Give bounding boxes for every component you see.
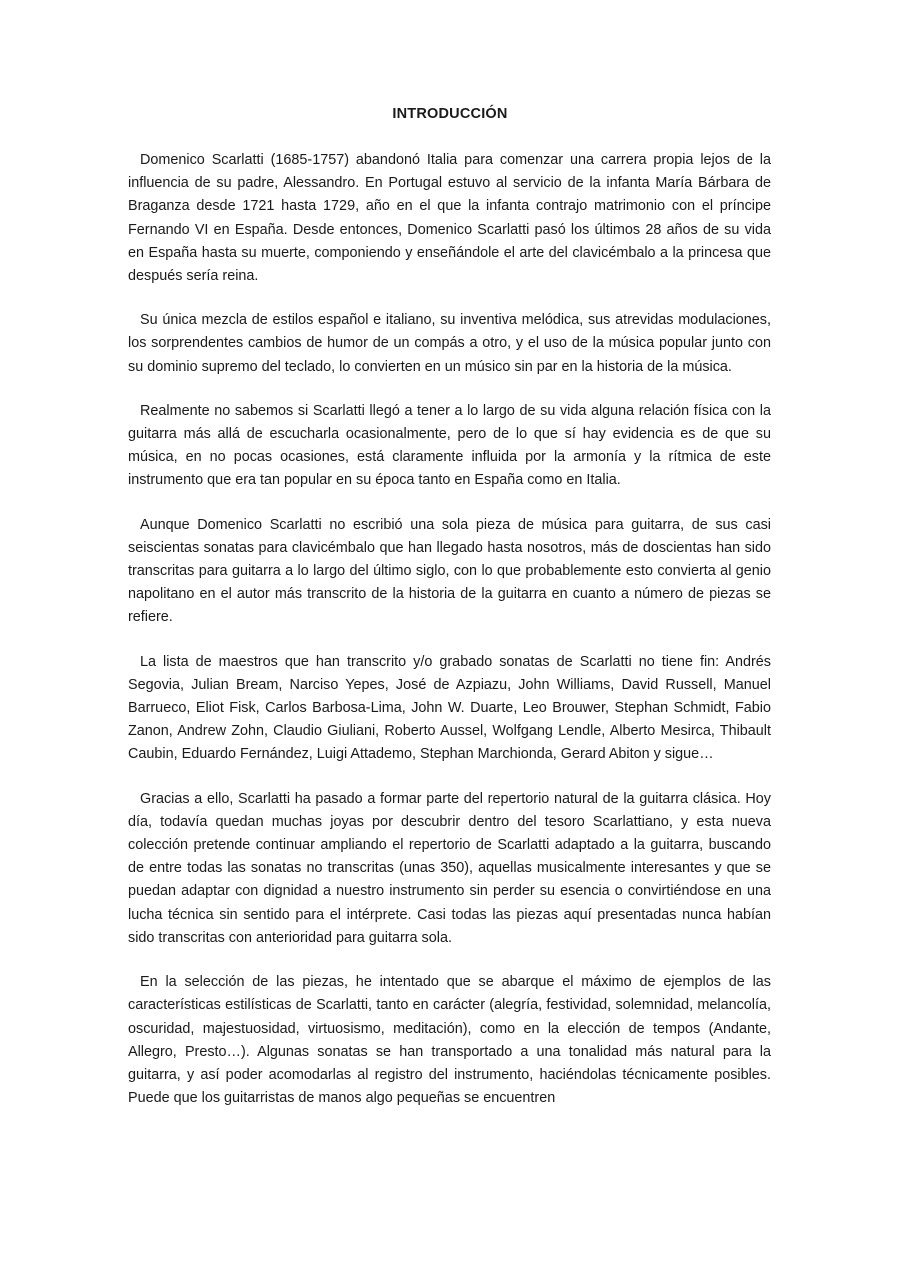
paragraph-1: Domenico Scarlatti (1685-1757) abandonó Italia para comenzar una carrera propia lejos de la influencia de su padre, Alessandro. En Portugal estuvo al servicio de la infanta María Bárbara de Braganza desde 1721 hasta 1729, año en el que la infanta contrajo matrimonio con el príncipe Fernando VI en España. Desde entonces, Domenico Scarlatti pasó los últimos 28 años de su vida en España hasta su muerte, componiendo y enseñándole el arte del clavicémbalo a la princesa que después sería reina. xyxy=(128,152,771,285)
paragraph-4: Aunque Domenico Scarlatti no escribió una sola pieza de música para guitarra, de sus casi seiscientas sonatas para clavicémbalo que han llegado hasta nosotros, más de doscientas han sido transcritas para guitarra a lo largo del último siglo, con lo que probablemente esto convierta al genio napolitano en el autor más transcrito de la historia de la guitarra en cuanto a número de piezas se refiere. xyxy=(128,516,771,626)
paragraph-7: En la selección de las piezas, he intentado que se abarque el máximo de ejemplos de las características estilísticas de Scarlatti, tanto en carácter (alegría, festividad, solemnidad, melancolía, oscuridad, majestuosidad, virtuosismo, meditación), como en la elección de tempos (Andante, Allegro, Presto…). Algunas sonatas se han transportado a una tonalidad más natural para la guitarra, y así poder acomodarlas al registro del instrumento, haciéndolas técnicamente posibles. Puede que los guitarristas de manos algo pequeñas se encuentren xyxy=(128,974,771,1107)
paragraph-6: Gracias a ello, Scarlatti ha pasado a formar parte del repertorio natural de la guitarra clásica. Hoy día, todavía quedan muchas joyas por descubrir dentro del tesoro Scarlattiano, y esta nueva colección pretende continuar ampliando el repertorio de Scarlatti adaptado a la guitarra, buscando de entre todas las sonatas no transcritas (unas 350), aquellas musicalmente interesantes y que se puedan adaptar con dignidad a nuestro instrumento sin perder su esencia o convirtiéndose en una lucha técnica sin sentido para el intérprete. Casi todas las piezas aquí presentadas nunca habían sido transcritas con anterioridad para guitarra sola. xyxy=(128,790,771,946)
paragraph-5: La lista de maestros que han transcrito y/o grabado sonatas de Scarlatti no tiene fin: Andrés Segovia, Julian Bream, Narciso Yepes, José de Azpiazu, John Williams, David Russell, Manuel Barrueco, Eliot Fisk, Carlos Barbosa-Lima, John W. Duarte, Leo Brouwer, Stephan Schmidt, Fabio Zanon, Andrew Zohn, Claudio Giuliani, Roberto Aussel, Wolfgang Lendle, Alberto Mesirca, Thibault Caubin, Eduardo Fernández, Luigi Attademo, Stephan Marchionda, Gerard Abiton y sigue… xyxy=(128,653,771,763)
paragraph-2: Su única mezcla de estilos español e italiano, su inventiva melódica, sus atrevidas modulaciones, los sorprendentes cambios de humor de un compás a otro, y el uso de la música popular junto con su dominio supremo del teclado, lo convierten en un músico sin par en la historia de la música. xyxy=(128,312,771,375)
paragraph-3: Realmente no sabemos si Scarlatti llegó a tener a lo largo de su vida alguna relación física con la guitarra más allá de escucharla ocasionalmente, pero de lo que sí hay evidencia es de que su música, en no pocas ocasiones, está claramente influida por la armonía y la rítmica de este instrumento que era tan popular en su época tanto en España como en Italia. xyxy=(128,402,771,489)
page-title: INTRODUCCIÓN xyxy=(392,106,508,122)
document-body xyxy=(128,149,771,1131)
